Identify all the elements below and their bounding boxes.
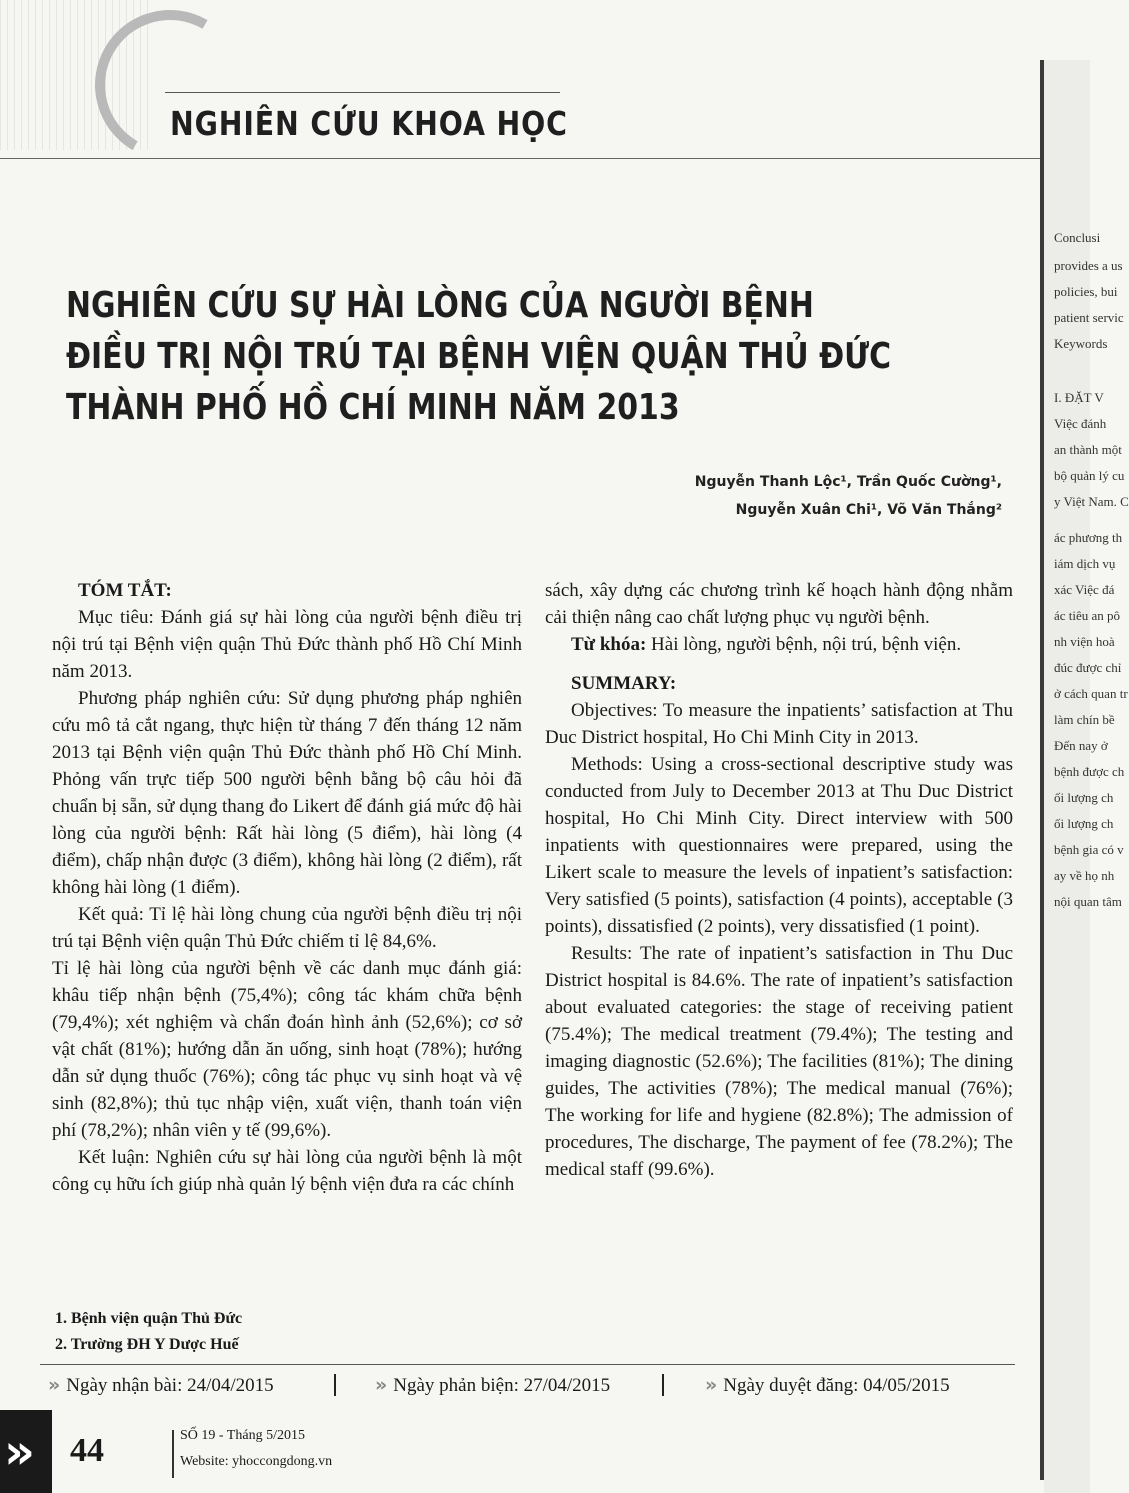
keywords-line	[545, 631, 1013, 658]
summary-heading: SUMMARY:	[571, 673, 677, 694]
next-page-fragment: Đến nay ở	[1054, 738, 1108, 753]
next-page-fragment: patient servic	[1054, 310, 1124, 325]
author-list	[695, 468, 1002, 524]
date-reviewed	[375, 1374, 610, 1397]
next-page-fragment: an thành một	[1054, 442, 1122, 457]
date-separator	[662, 1374, 664, 1396]
abstract-vietnamese	[52, 577, 522, 1198]
abstract-methods: Phương pháp nghiên cứu: Sử dụng phương pháp nghiên cứu mô tả cắt ngang, thực hiện từ tháng 7 đến tháng 12 năm 2013 tại Bệnh viện quận Thủ Đức thành phố Hồ Chí Minh. Phỏng vấn trực tiếp 500 người bệnh bằng bộ câu hỏi đã chuẩn bị sẵn, sử dụng thang đo Likert để đánh giá mức độ hài lòng của người bệnh: Rất hài lòng (5 điểm), hài lòng (4 điểm), chấp nhận được (3 điểm), không hài lòng (2 điểm), rất không hài lòng (1 điểm).	[52, 688, 522, 898]
next-page-fragment: nh viện hoà	[1054, 634, 1115, 649]
abstract-conclusion: Kết luận: Nghiên cứu sự hài lòng của người bệnh là một công cụ hữu ích giúp nhà quản lý bệnh viện đưa ra các chính	[52, 1147, 522, 1195]
chevron-right-icon: »	[4, 1424, 36, 1480]
article-title	[66, 280, 891, 433]
next-page-fragment: ác phương th	[1054, 530, 1123, 545]
next-page-fragment: ác tiêu an pô	[1054, 608, 1121, 623]
date-reviewed-text: Ngày phản biện: 27/04/2015	[393, 1375, 611, 1396]
next-page-fragment: iám dịch vụ	[1054, 556, 1116, 571]
footer-chevron-block	[0, 1410, 52, 1493]
summary-objectives: Objectives: To measure the inpatients’ satisfaction at Thu Duc District hospital, Ho Chi Minh City in 2013.	[545, 700, 1013, 748]
article-title-line: THÀNH PHỐ HỒ CHÍ MINH NĂM 2013	[66, 387, 680, 428]
double-chevron-icon: »	[48, 1374, 61, 1396]
abstract-conclusion-continued: sách, xây dựng các chương trình kế hoạch hành động nhằm cải thiện nâng cao chất lượng phục vụ người bệnh.	[545, 580, 1013, 628]
abstract-results: Kết quả: Tỉ lệ hài lòng chung của người bệnh điều trị nội trú tại Bệnh viện quận Thủ Đức chiếm tỉ lệ 84,6%.	[52, 904, 522, 952]
next-page-fragment: nội quan tâm	[1054, 894, 1122, 909]
next-page-fragment: ối lượng ch	[1054, 790, 1114, 805]
website-info: Website: yhoccongdong.vn	[180, 1454, 333, 1469]
double-chevron-icon: »	[375, 1374, 388, 1396]
header-top-rule	[165, 92, 560, 93]
next-page-fragment: bệnh gia có v	[1054, 842, 1124, 857]
next-page-fragment: y Việt Nam. C	[1054, 494, 1129, 509]
summary-methods: Methods: Using a cross-sectional descriptive study was conducted from July to December 2013 at Thu Duc District hospital, Ho Chi Minh City. Direct interview with 500 inpatients with questionnaires were prepared, using the Likert scale to measure the levels of inpatient’s satisfaction: Very satisfied (5 points), satisfaction (4 points), acceptable (3 points), dissatisfied (2 points), very dissatisfied (1 point).	[545, 754, 1013, 937]
next-page-fragment: ay về họ nh	[1054, 868, 1115, 883]
footer-divider	[172, 1430, 174, 1478]
date-received	[48, 1374, 274, 1397]
next-page-fragment: bệnh được ch	[1054, 764, 1125, 779]
section-title: NGHIÊN CỨU KHOA HỌC	[170, 104, 568, 143]
abstract-objective: Mục tiêu: Đánh giá sự hài lòng của người bệnh điều trị nội trú tại Bệnh viện quận Thủ Đức thành phố Hồ Chí Minh năm 2013.	[52, 607, 522, 682]
article-title-line: NGHIÊN CỨU SỰ HÀI LÒNG CỦA NGƯỜI BỆNH	[66, 285, 814, 326]
keywords-label: Từ khóa:	[571, 634, 647, 655]
summary-results: Results: The rate of inpatient’s satisfaction in Thu Duc District hospital is 84.6%. The rate of inpatient’s satisfaction about evaluated categories: the stage of receiving patient (75.4%); The medical treatment (79.4%); The testing and imaging diagnostic (52.6%); The facilities (81%); The dining guides, The activities (78%); The medical manual (76%); The working for life and hygiene (82.8%); The admission of procedures, The discharge, The payment of fee (78.2%); The medical staff (99.6%).	[545, 943, 1013, 1180]
date-accepted	[705, 1374, 950, 1397]
keywords-value: Hài lòng, người bệnh, nội trú, bệnh viện.	[646, 634, 962, 655]
next-page-fragment: đúc được chỉ	[1054, 660, 1122, 675]
next-page-fragment: ở cách quan tr	[1054, 686, 1128, 701]
next-page-fragment: I. ĐẶT V	[1054, 390, 1104, 405]
author-line: Nguyễn Xuân Chi¹, Võ Văn Thắng²	[735, 502, 1002, 518]
affiliations	[55, 1306, 242, 1358]
next-page-fragment: Keywords	[1054, 336, 1108, 351]
next-page-fragment: policies, bui	[1054, 284, 1118, 299]
double-chevron-icon: »	[705, 1374, 718, 1396]
abstract-results-detail: Tỉ lệ hài lòng của người bệnh về các danh mục đánh giá: khâu tiếp nhận bệnh (75,4%); công tác khám chữa bệnh (79,4%); xét nghiệm và chẩn đoán hình ảnh (52,6%); cơ sở vật chất (81%); hướng dẫn ăn uống, sinh hoạt (78%); hướng dẫn sử dụng thuốc (76%); công tác phục vụ sinh hoạt và vệ sinh (82,8%); thủ tục nhập viện, xuất viện, thanh toán viện phí (78,2%); nhân viên y tế (99,6%).	[52, 958, 522, 1141]
next-page-fragment: ối lượng ch	[1054, 816, 1114, 831]
affiliation-item: 2. Trường ĐH Y Dược Huế	[55, 1336, 239, 1353]
next-page-fragment: bộ quản lý cu	[1054, 468, 1125, 483]
date-received-text: Ngày nhận bài: 24/04/2015	[66, 1375, 274, 1396]
article-title-line: ĐIỀU TRỊ NỘI TRÚ TẠI BỆNH VIỆN QUẬN THỦ ĐỨC	[66, 336, 892, 377]
abstract-heading: TÓM TẮT:	[78, 580, 172, 601]
abstract-continued-and-summary	[545, 577, 1013, 1183]
issue-info: SỐ 19 - Tháng 5/2015	[180, 1428, 305, 1443]
next-page-fragment: Việc đánh	[1054, 416, 1107, 431]
affiliation-item: 1. Bệnh viện quận Thủ Đức	[55, 1310, 243, 1327]
next-page-fragment: xác Việc đá	[1054, 582, 1115, 597]
next-page-fragment: làm chín bề	[1054, 712, 1115, 727]
next-page-strip	[1044, 60, 1129, 1493]
date-separator	[334, 1374, 336, 1396]
footer-rule	[40, 1364, 1015, 1365]
next-page-fragment: Conclusi	[1054, 230, 1101, 245]
next-page-fragment: provides a us	[1054, 258, 1123, 273]
header-rule	[0, 158, 1040, 159]
author-line: Nguyễn Thanh Lộc¹, Trần Quốc Cường¹,	[694, 474, 1002, 490]
page-number: 44	[70, 1432, 104, 1469]
date-accepted-text: Ngày duyệt đăng: 04/05/2015	[723, 1375, 950, 1396]
